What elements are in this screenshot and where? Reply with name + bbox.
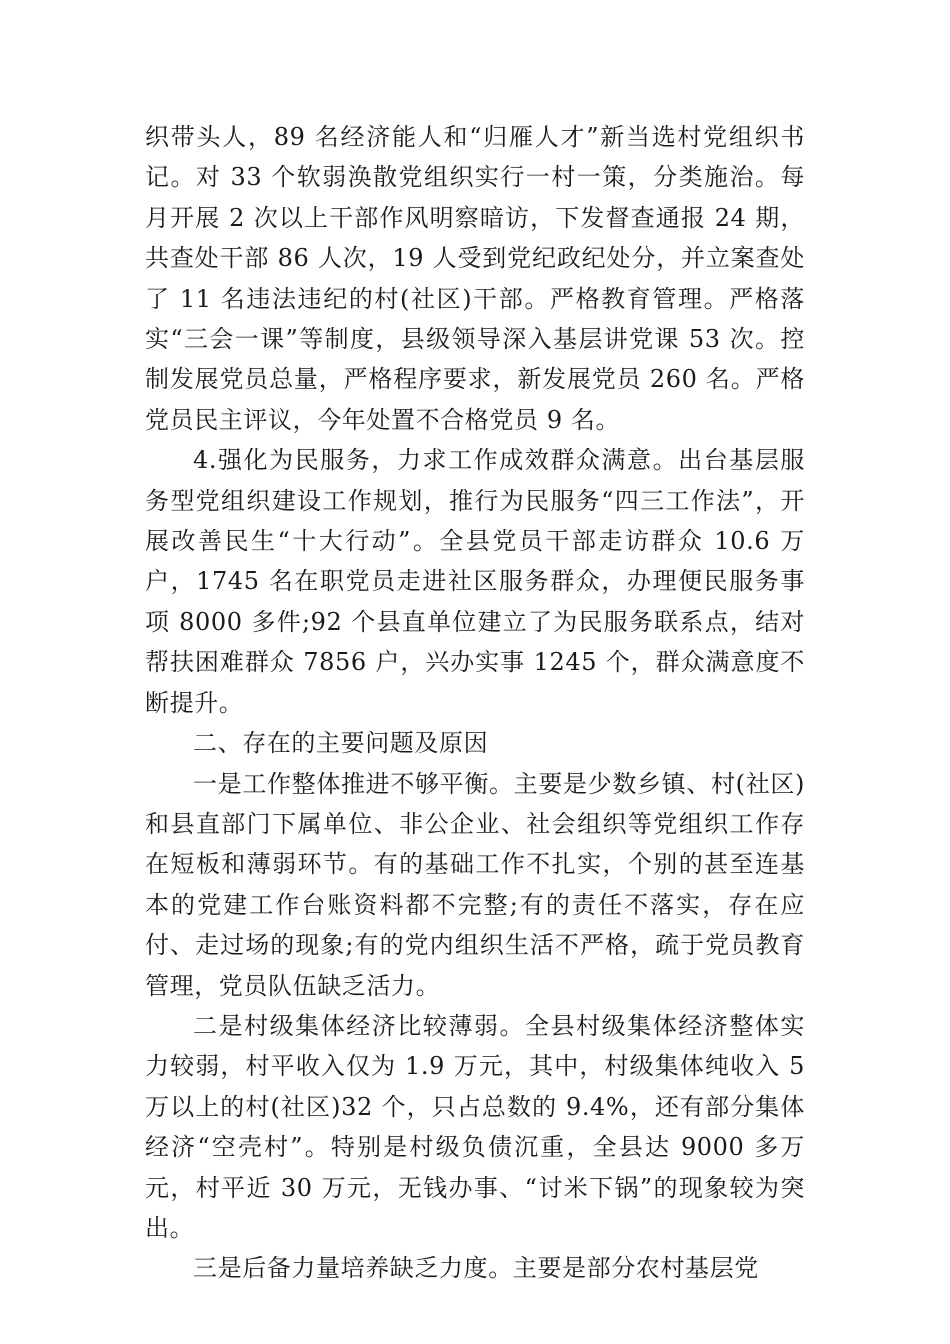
paragraph-continuation: 织带头人，89 名经济能人和“归雁人才”新当选村党组织书记。对 33 个软弱涣散党组织实行一村一策，分类施治。每月开展 2 次以上干部作风明察暗访，下发督查通报 24 期，共查处干部 86 人次，19 人受到党纪政纪处分，并立案查处了 11 名违法违纪的村(社区)干部。严格教育管理。严格落实“三会一课”等制度，县级领导深入基层讲党课 53 次。控制发展党员总量，严格程序要求，新发展党员 260 名。严格党员民主评议，今年处置不合格党员 9 名。 <box>145 123 805 434</box>
paragraph-problem-1: 一是工作整体推进不够平衡。主要是少数乡镇、村(社区)和县直部门下属单位、非公企业、社会组织等党组织工作存在短板和薄弱环节。有的基础工作不扎实，个别的甚至连基本的党建工作台账资料都不完整;有的责任不落实，存在应付、走过场的现象;有的党内组织生活不严格，疏于党员教育管理，党员队伍缺乏活力。 <box>145 769 805 1000</box>
section-heading: 二、存在的主要问题及原因 <box>193 729 489 758</box>
paragraph-problem-2: 二是村级集体经济比较薄弱。全县村级集体经济整体实力较弱，村平收入仅为 1.9 万元，其中，村级集体纯收入 5 万以上的村(社区)32 个，只占总数的 9.4%，还有部分集体经济“空壳村”。特别是村级负债沉重，全县达 9000 多万元，村平近 30 万元，无钱办事、“讨米下锅”的现象较为突出。 <box>145 1011 805 1242</box>
document-page <box>145 117 805 1289</box>
paragraph-problem-3: 三是后备力量培养缺乏力度。主要是部分农村基层党 <box>193 1254 759 1283</box>
paragraph-service: 4.强化为民服务，力求工作成效群众满意。出台基层服务型党组织建设工作规划，推行为民服务“四三工作法”，开展改善民生“十大行动”。全县党员干部走访群众 10.6 万户，1745 名在职党员走进社区服务群众，办理便民服务事项 8000 多件;92 个县直单位建立了为民服务联系点，结对帮扶困难群众 7856 户，兴办实事 1245 个，群众满意度不断提升。 <box>145 446 805 717</box>
